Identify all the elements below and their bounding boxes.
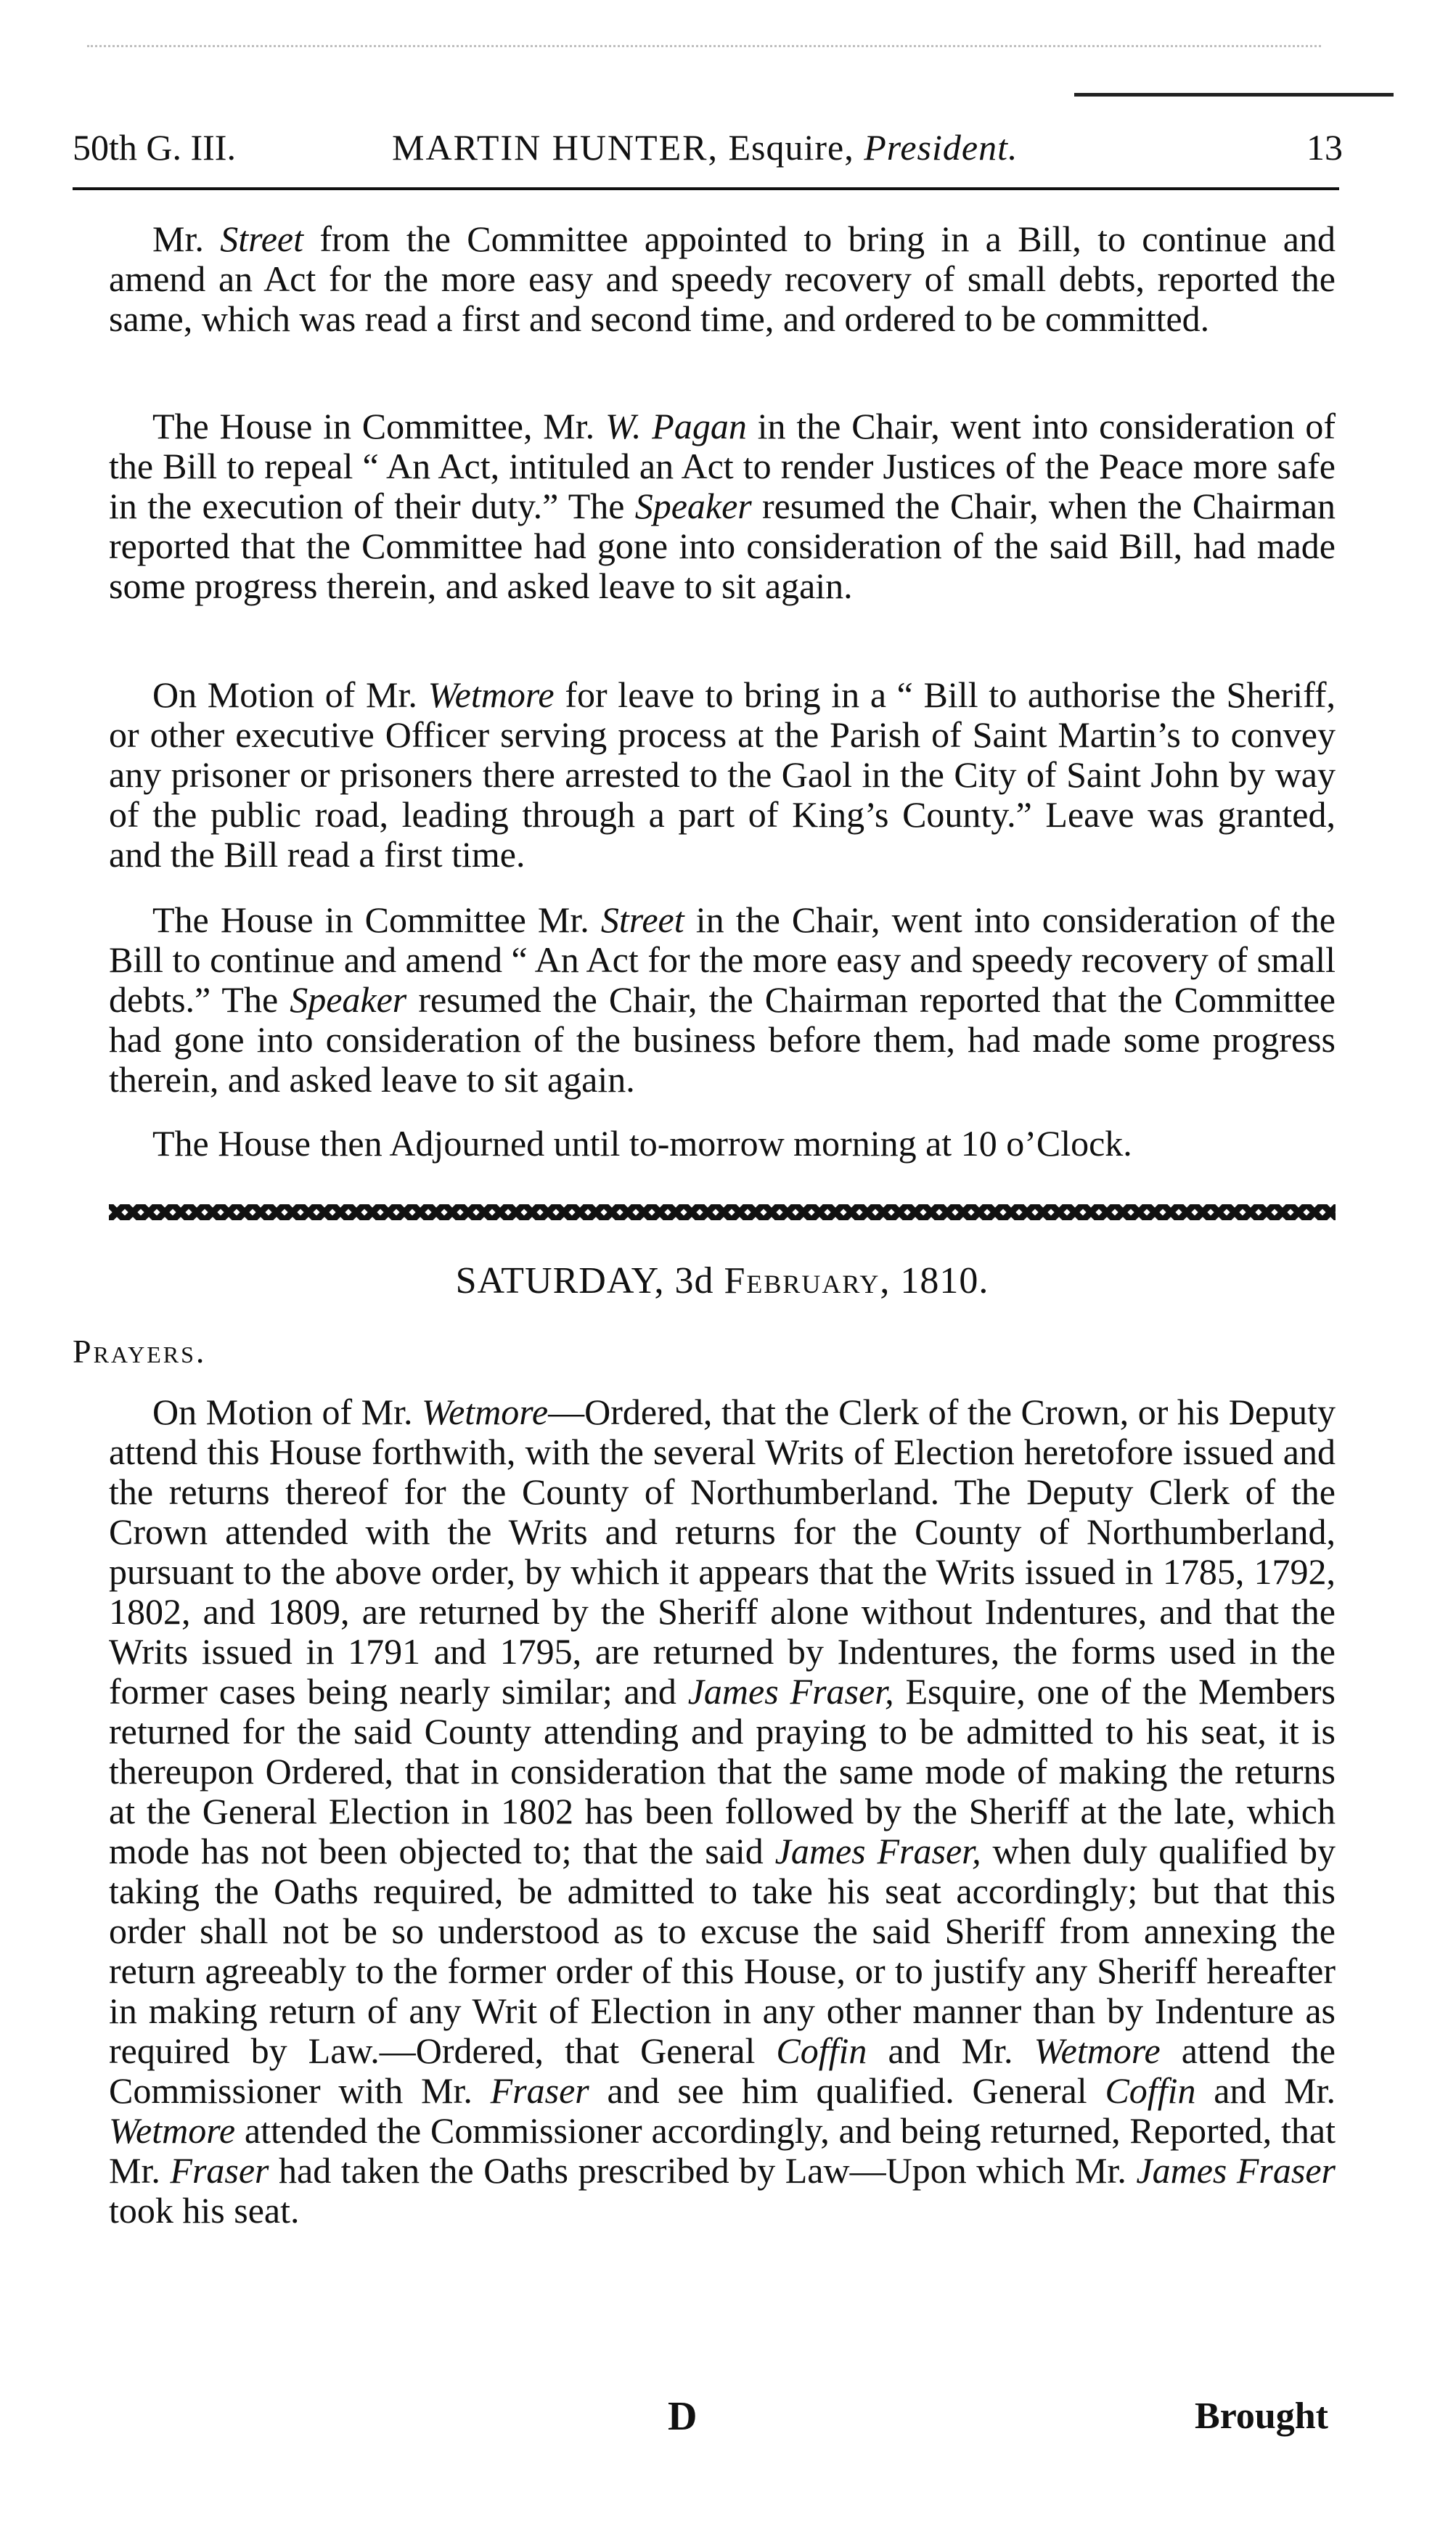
session-label: 50th G. III. xyxy=(73,127,236,168)
president-label: President. xyxy=(864,127,1018,168)
president-title xyxy=(392,122,1018,173)
prayers-label: Prayers. xyxy=(73,1333,207,1370)
paragraph-committee-street: The House in Committee Mr. Street in the Chair, went into consideration of the Bill to continue and amend “ An Act for the more easy and speedy recovery of small debts.” The Speaker resumed the Chair, the Chairman reported that the Committee had gone into consideration of the business before them, had made some progress therein, and asked leave to sit again. xyxy=(109,899,1336,1100)
header-rule xyxy=(73,187,1339,190)
journal-page xyxy=(73,0,1343,2545)
paragraph-adjourned: The House then Adjourned until to-morrow morning at 10 o’Clock. xyxy=(152,1123,1132,1164)
page-number: 13 xyxy=(1306,127,1343,168)
paragraph-northumberland-writs: On Motion of Mr. Wetmore—Ordered, that the Clerk of the Crown, or his Deputy attend this House forthwith, with the several Writs of Election heretofore issued and the returns thereof for the County of Northumberland. The Deputy Clerk of the Crown attended with the Writs and returns for the County of Northumberland, pursuant to the above order, by which it appears that the Writs issued in 1785, 1792, 1802, and 1809, are returned by the Sheriff alone without Indentures, and that the Writs issued in 1791 and 1795, are returned by Indentures, the forms used in the former cases being nearly similar; and James Fraser, Esquire, one of the Members returned for the said County attending and praying to be admitted to his seat, it is thereupon Ordered, that in consideration that the same mode of making the returns at the General Election in 1802 has been followed by the Sheriff at the late, which mode has not been objected to; that the said James Fraser, when duly qualified by taking the Oaths required, be admitted to take his seat accordingly; but that this order shall not be so understood as to excuse the said Sheriff from annexing the return agreeably to the former order of this House, or to justify any Sheriff hereafter in making return of any Writ of Election in any other manner than by Indenture as required by Law.—Ordered, that General Coffin and Mr. Wetmore attend the Commissioner with Mr. Fraser and see him qualified. General Coffin and Mr. Wetmore attended the Commissioner accordingly, and being returned, Reported, that Mr. Fraser had taken the Oaths prescribed by Law—Upon which Mr. James Fraser took his seat. xyxy=(109,1392,1336,2231)
date-heading: SATURDAY, 3d February, 1810. xyxy=(455,1260,989,1302)
paragraph-wetmore-motion: On Motion of Mr. Wetmore for leave to bring in a “ Bill to authorise the Sheriff, or other executive Officer serving process at the Parish of Saint Martin’s to convey any prisoner or prisoners there arrested to the Gaol in the City of Saint John by way of the public road, leading through a part of King’s County.” Leave was granted, and the Bill read a first time. xyxy=(109,674,1336,875)
running-head xyxy=(73,122,1343,173)
ornament-divider xyxy=(109,1204,1336,1221)
president-esquire: Esquire, xyxy=(718,127,864,168)
president-name: MARTIN HUNTER, xyxy=(392,127,719,168)
signature-mark: D xyxy=(668,2394,698,2439)
catchword: Brought xyxy=(1195,2395,1328,2437)
paragraph-street-report: Mr. Street from the Committee appointed to bring in a Bill, to continue and amend an Act for the more easy and speedy recovery of small debts, reported the same, which was read a first and second time, and ordered to be committed. xyxy=(109,218,1336,339)
paragraph-committee-pagan: The House in Committee, Mr. W. Pagan in the Chair, went into consideration of the Bill to repeal “ An Act, intituled an Act to render Justices of the Peace more safe in the execution of their duty.” The Speaker resumed the Chair, when the Chairman reported that the Committee had gone into consideration of the said Bill, had made some progress therein, and asked leave to sit again. xyxy=(109,406,1336,606)
